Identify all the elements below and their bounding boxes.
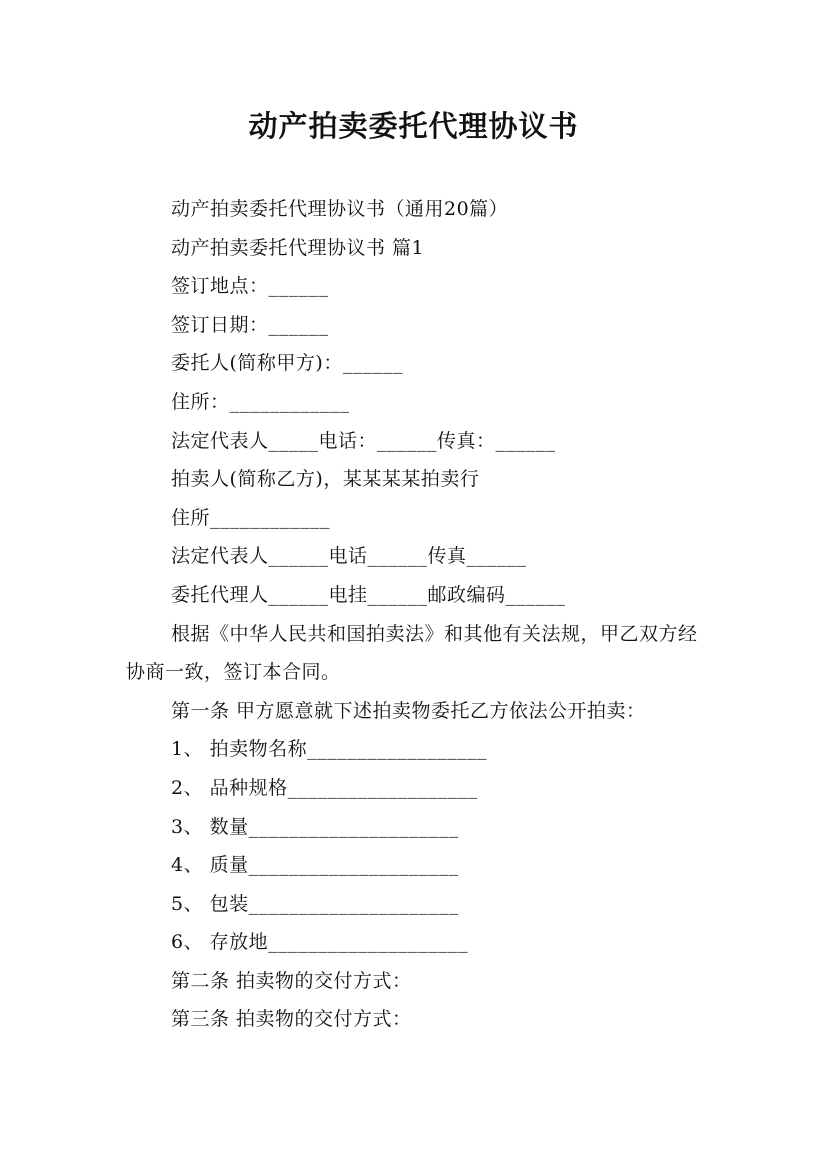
text-line: 1、 拍卖物名称__________________ [171, 738, 488, 761]
text-line: 第一条 甲方愿意就下述拍卖物委托乙方依法公开拍卖： [171, 699, 646, 722]
text-line: 5、 包装_____________________ [171, 892, 459, 915]
text-line: 委托人(简称甲方)：______ [171, 352, 403, 375]
text-line: 拍卖人(简称乙方)，某某某某拍卖行 [171, 468, 480, 491]
text-line: 4、 质量_____________________ [171, 854, 459, 877]
text-paragraph: 根据《中华人民共和国拍卖法》和其他有关法规，甲乙双方经协商一致，签订本合同。 [126, 622, 698, 684]
text-line: 法定代表人_____电话：______传真：______ [171, 429, 556, 452]
document-body [126, 190, 716, 1039]
document-title: 动产拍卖委托代理协议书 [248, 109, 579, 143]
text-line: 第三条 拍卖物的交付方式： [171, 1008, 412, 1031]
text-line: 住所____________ [171, 506, 331, 529]
text-line: 6、 存放地____________________ [171, 931, 469, 954]
text-line: 3、 数量_____________________ [171, 815, 459, 838]
text-line: 委托代理人______电挂______邮政编码______ [171, 583, 566, 606]
text-line: 签订日期：______ [171, 313, 329, 336]
text-line: 2、 品种规格___________________ [171, 776, 478, 799]
text-line: 第二条 拍卖物的交付方式： [171, 969, 412, 992]
text-line: 动产拍卖委托代理协议书（通用20篇） [171, 198, 509, 220]
text-line: 签订地点：______ [171, 275, 329, 298]
text-line: 法定代表人______电话______传真______ [171, 545, 527, 568]
text-line: 住所：____________ [171, 390, 350, 413]
text-line: 动产拍卖委托代理协议书 篇1 [171, 236, 425, 259]
